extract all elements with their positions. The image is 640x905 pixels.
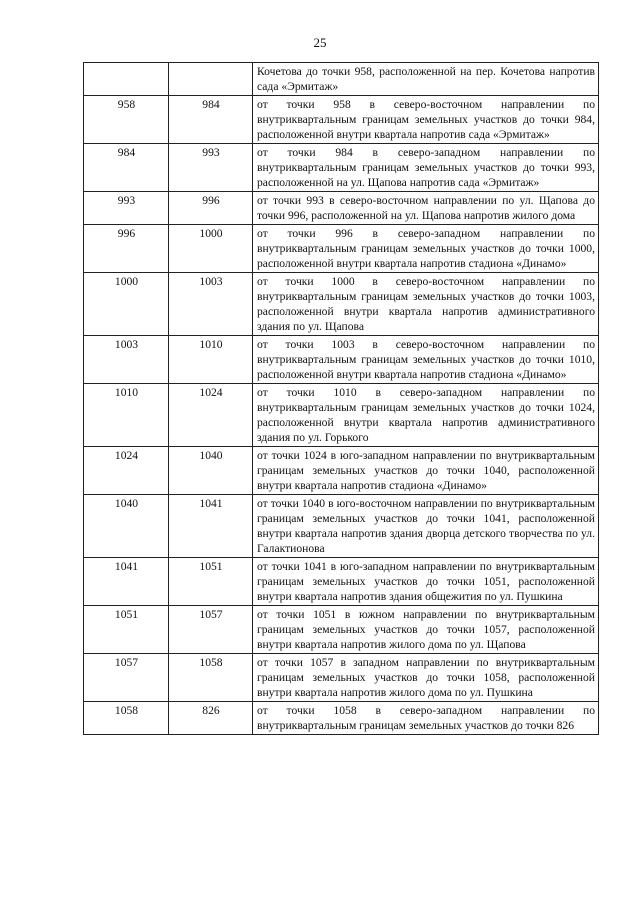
description-cell: от точки 1024 в юго-западном направлении по внутриквартальным границам земельных участков до точки 1040, расположенной внутри квартала напротив стадиона «Динамо»	[253, 447, 599, 495]
from-point-cell: 996	[84, 225, 169, 273]
from-point-cell: 1057	[84, 654, 169, 702]
to-point-cell: 984	[169, 96, 253, 144]
to-point-cell: 1058	[169, 654, 253, 702]
table-row	[84, 495, 599, 558]
table-row	[84, 225, 599, 273]
from-point-cell: 1010	[84, 384, 169, 447]
table-row	[84, 192, 599, 225]
to-point-cell: 1003	[169, 273, 253, 336]
table-row	[84, 96, 599, 144]
description-cell: от точки 1040 в юго-восточном направлении по внутриквартальным границам земельных участков до точки 1041, расположенной внутри квартала напротив здания дворца детского творчества по ул. Галактионова	[253, 495, 599, 558]
table-row	[84, 606, 599, 654]
description-cell: Кочетова до точки 958, расположенной на пер. Кочетова напротив сада «Эрмитаж»	[253, 63, 599, 96]
from-point-cell: 1040	[84, 495, 169, 558]
table-row	[84, 558, 599, 606]
table-row	[84, 654, 599, 702]
from-point-cell: 1058	[84, 702, 169, 735]
from-point-cell	[84, 63, 169, 96]
to-point-cell: 993	[169, 144, 253, 192]
description-cell: от точки 996 в северо-западном направлении по внутриквартальным границам земельных участков до точки 1000, расположенной внутри квартала напротив стадиона «Динамо»	[253, 225, 599, 273]
from-point-cell: 1041	[84, 558, 169, 606]
to-point-cell: 826	[169, 702, 253, 735]
to-point-cell: 1024	[169, 384, 253, 447]
from-point-cell: 984	[84, 144, 169, 192]
table-row	[84, 63, 599, 96]
from-point-cell: 993	[84, 192, 169, 225]
from-point-cell: 1051	[84, 606, 169, 654]
from-point-cell: 1024	[84, 447, 169, 495]
description-cell: от точки 1057 в западном направлении по внутриквартальным границам земельных участков до точки 1058, расположенной внутри квартала напротив жилого дома по ул. Пушкина	[253, 654, 599, 702]
table-row	[84, 144, 599, 192]
description-cell: от точки 1000 в северо-восточном направлении по внутриквартальным границам земельных участков до точки 1003, расположенной внутри квартала напротив административного здания по ул. Щапова	[253, 273, 599, 336]
to-point-cell: 996	[169, 192, 253, 225]
table-row	[84, 702, 599, 735]
description-cell: от точки 993 в северо-восточном направлении по ул. Щапова до точки 996, расположенной на ул. Щапова напротив жилого дома	[253, 192, 599, 225]
description-cell: от точки 984 в северо-западном направлении по внутриквартальным границам земельных участков до точки 993, расположенной на ул. Щапова напротив сада «Эрмитаж»	[253, 144, 599, 192]
to-point-cell: 1040	[169, 447, 253, 495]
page-number: 25	[313, 35, 327, 50]
table-row	[84, 384, 599, 447]
description-cell: от точки 1003 в северо-восточном направлении по внутриквартальным границам земельных участков до точки 1010, расположенной внутри квартала напротив стадиона «Динамо»	[253, 336, 599, 384]
table-body	[84, 63, 599, 735]
description-cell: от точки 1051 в южном направлении по внутриквартальным границам земельных участков до точки 1057, расположенной внутри квартала напротив жилого дома по ул. Щапова	[253, 606, 599, 654]
description-cell: от точки 1041 в юго-западном направлении по внутриквартальным границам земельных участков до точки 1051, расположенной внутри квартала напротив здания общежития по ул. Пушкина	[253, 558, 599, 606]
to-point-cell: 1041	[169, 495, 253, 558]
from-point-cell: 1003	[84, 336, 169, 384]
description-cell: от точки 958 в северо-восточном направлении по внутриквартальным границам земельных участков до точки 984, расположенной внутри квартала напротив сада «Эрмитаж»	[253, 96, 599, 144]
description-cell: от точки 1058 в северо-западном направлении по внутриквартальным границам земельных участков до точки 826	[253, 702, 599, 735]
to-point-cell: 1057	[169, 606, 253, 654]
table-row	[84, 447, 599, 495]
boundary-points-table	[83, 62, 599, 735]
table-row	[84, 336, 599, 384]
table-row	[84, 273, 599, 336]
to-point-cell: 1010	[169, 336, 253, 384]
from-point-cell: 958	[84, 96, 169, 144]
to-point-cell: 1051	[169, 558, 253, 606]
from-point-cell: 1000	[84, 273, 169, 336]
to-point-cell	[169, 63, 253, 96]
description-cell: от точки 1010 в северо-западном направлении по внутриквартальным границам земельных участков до точки 1024, расположенной внутри квартала напротив административного здания по ул. Горького	[253, 384, 599, 447]
to-point-cell: 1000	[169, 225, 253, 273]
